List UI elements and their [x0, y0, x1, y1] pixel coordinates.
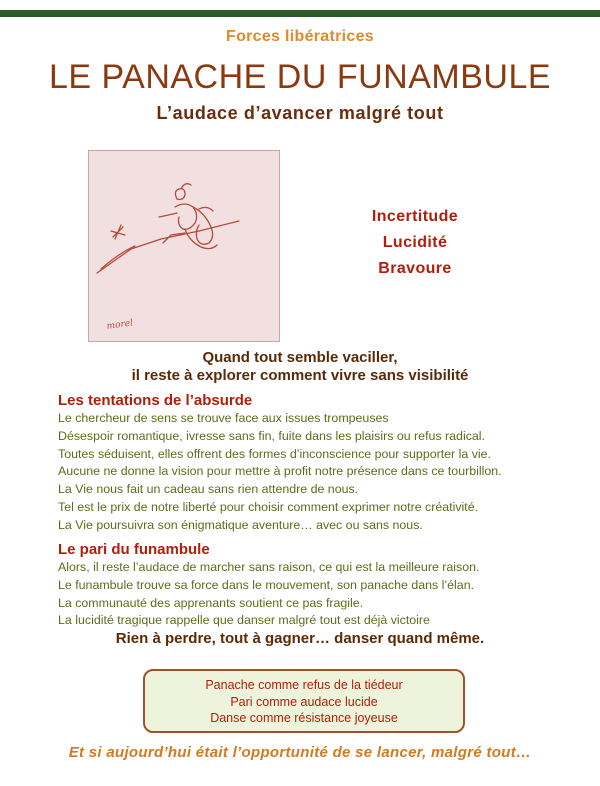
manifesto-box [143, 669, 465, 733]
keyword-lucidite: Lucidité [382, 234, 448, 251]
manifesto-line: Panache comme refus de la tiédeur [205, 678, 403, 692]
body-line: Tel est le prix de notre liberté pour choisir comment exprimer notre créativité. [58, 499, 479, 514]
tightrope-walker-drawing [89, 151, 279, 341]
body-line: Toutes séduisent, elles offrent des formes d’inconscience pour supporter la vie. [58, 446, 491, 461]
tagline [0, 349, 600, 385]
section-absurde [58, 392, 558, 535]
body-line: La Vie poursuivra son énigmatique aventure… avec ou sans nous. [58, 517, 423, 532]
top-accent-bar [0, 10, 600, 17]
page-title: LE PANACHE DU FUNAMBULE [48, 58, 552, 96]
artist-signature: morel [106, 318, 134, 332]
section-heading: Les tentations de l’absurde [58, 392, 253, 409]
kicker-label: Forces libératrices [226, 28, 374, 45]
page-subtitle: L’audace d’avancer malgré tout [156, 103, 444, 123]
tightrope-walker-illustration [88, 150, 280, 342]
tagline-line-1: Quand tout semble vaciller, [202, 349, 398, 366]
body-line: Le chercheur de sens se trouve face aux issues trompeuses [58, 411, 389, 425]
section-heading: Le pari du funambule [58, 541, 210, 558]
manifesto-line: Danse comme résistance joyeuse [210, 711, 398, 725]
manifesto-line: Pari comme audace lucide [230, 694, 378, 709]
body-line: La Vie nous fait un cadeau sans rien attendre de nous. [58, 482, 359, 497]
tagline-line-2: il reste à explorer comment vivre sans visibilité [131, 367, 469, 384]
body-line: Désespoir romantique, ivresse sans fin, fuite dans les plaisirs ou refus radical. [58, 428, 485, 443]
body-line: Alors, il reste l’audace de marcher sans raison, ce qui est la meilleure raison. [58, 560, 480, 574]
section-pari [58, 541, 558, 630]
closing-question: Et si aujourd’hui était l’opportunité de se lancer, malgré tout… [68, 744, 532, 761]
body-line: La lucidité tragique rappelle que danser malgré tout est déjà victoire [58, 613, 430, 628]
keyword-list [340, 204, 490, 282]
body-line: Aucune ne donne la vision pour mettre à profit notre présence dans ce tourbillon. [58, 464, 502, 479]
body-line: Le funambule trouve sa force dans le mouvement, son panache dans l’élan. [58, 577, 475, 592]
body-line: La communauté des apprenants soutient ce pas fragile. [58, 595, 364, 610]
keyword-incertitude: Incertitude [371, 208, 459, 225]
keyword-bravoure: Bravoure [378, 260, 452, 277]
tightrope-line [97, 221, 239, 273]
closing-statement: Rien à perdre, tout à gagner… danser quand même. [115, 630, 485, 647]
